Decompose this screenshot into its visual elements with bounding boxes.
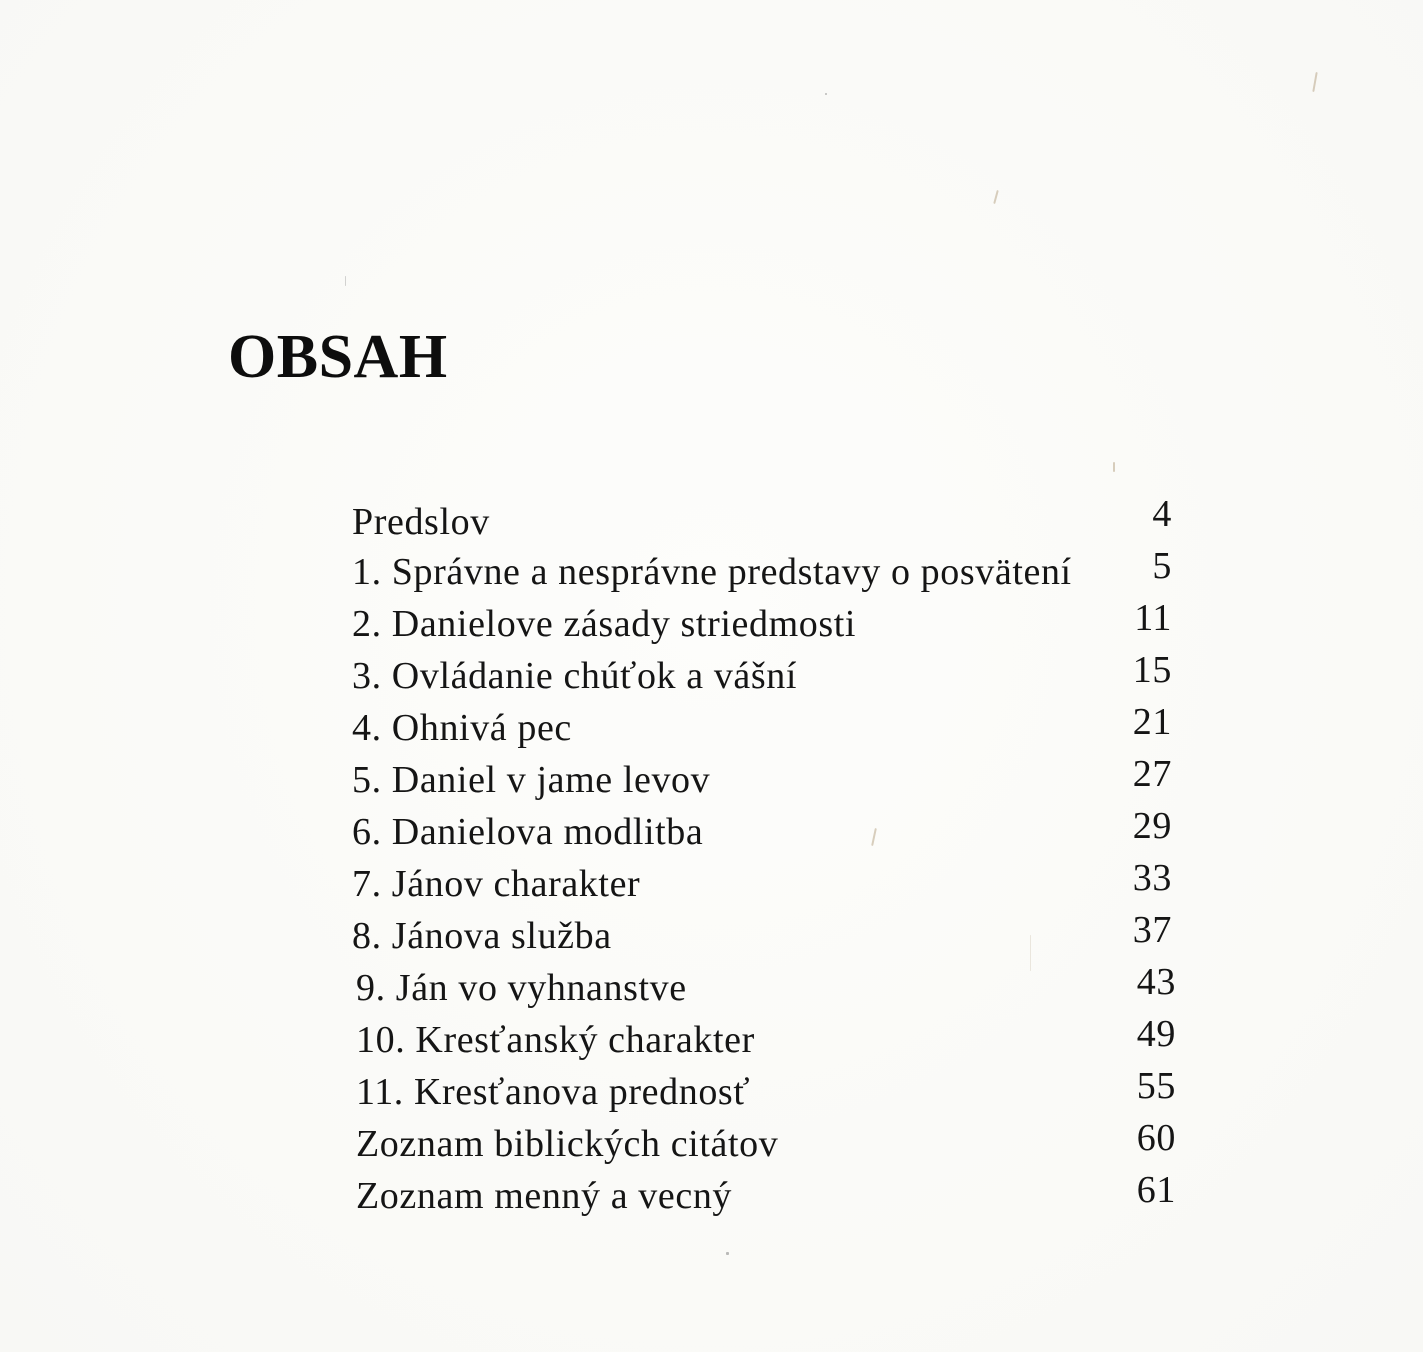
toc-entry	[352, 962, 1182, 1014]
paper-speck	[993, 190, 999, 204]
toc-entry-page-number: 60	[1136, 1117, 1176, 1159]
toc-entry-page-number: 15	[1132, 649, 1172, 691]
toc-entry-page-number: 49	[1136, 1013, 1176, 1055]
paper-speck	[726, 1252, 729, 1255]
toc-entry-title: 3. Ovládanie chúťok a vášní	[352, 655, 798, 697]
toc-entry	[352, 494, 1182, 546]
toc-entry	[352, 754, 1182, 806]
toc-entry-page-number: 21	[1132, 701, 1172, 743]
toc-entry-title: 2. Danielove zásady striedmosti	[352, 603, 857, 645]
paper-speck	[1312, 72, 1317, 92]
toc-entry-title: 1. Správne a nesprávne predstavy o posvätení	[352, 551, 1072, 593]
paper-speck	[345, 276, 346, 286]
toc-entry-title: 7. Jánov charakter	[352, 863, 641, 905]
toc-entry-title: 5. Daniel v jame levov	[352, 759, 711, 801]
toc-entry-page-number: 43	[1136, 961, 1176, 1003]
table-of-contents	[352, 494, 1182, 1222]
toc-entry-title: 8. Jánova služba	[352, 915, 612, 957]
toc-entry	[352, 650, 1182, 702]
page-title: OBSAH	[228, 323, 448, 391]
toc-entry-page-number: 4	[1152, 493, 1172, 535]
toc-entry-page-number: 37	[1132, 909, 1172, 951]
toc-entry	[352, 806, 1182, 858]
toc-entry-page-number: 55	[1136, 1065, 1176, 1107]
paper-speck	[825, 93, 827, 95]
toc-entry	[352, 1170, 1182, 1222]
paper-speck	[1113, 462, 1115, 472]
toc-entry	[352, 598, 1182, 650]
toc-entry-title: 11. Kresťanova prednosť	[356, 1071, 751, 1113]
toc-entry-title: 4. Ohnivá pec	[352, 707, 572, 749]
toc-entry	[352, 702, 1182, 754]
toc-entry-title: Predslov	[352, 501, 490, 543]
toc-entry	[352, 910, 1182, 962]
toc-entry-page-number: 27	[1132, 753, 1172, 795]
toc-entry-title: Zoznam menný a vecný	[356, 1175, 733, 1217]
toc-entry-title: Zoznam biblických citátov	[356, 1123, 779, 1165]
toc-entry	[352, 546, 1182, 598]
toc-entry-title: 10. Kresťanský charakter	[356, 1019, 755, 1061]
toc-entry	[352, 1118, 1182, 1170]
toc-entry-page-number: 11	[1134, 597, 1172, 639]
toc-entry-title: 9. Ján vo vyhnanstve	[356, 967, 687, 1009]
toc-entry-title: 6. Danielova modlitba	[352, 811, 704, 853]
toc-entry	[352, 1066, 1182, 1118]
toc-entry-page-number: 5	[1152, 545, 1172, 587]
toc-entry-page-number: 33	[1132, 857, 1172, 899]
toc-entry-page-number: 29	[1132, 805, 1172, 847]
toc-entry	[352, 858, 1182, 910]
toc-entry	[352, 1014, 1182, 1066]
toc-entry-page-number: 61	[1136, 1169, 1176, 1211]
